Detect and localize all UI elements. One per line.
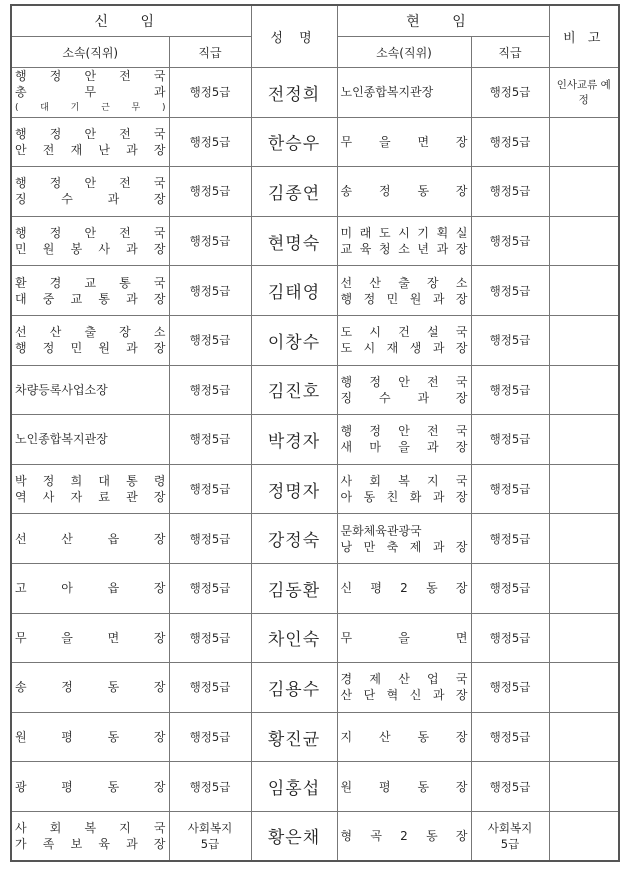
new-affiliation-cell-line: 선 산 읍 장 xyxy=(15,531,166,546)
note-cell xyxy=(549,117,619,167)
header-name: 성 명 xyxy=(251,5,337,68)
new-affiliation-cell-line: 가 족 보 육 과 장 xyxy=(15,836,166,851)
table-row xyxy=(11,315,619,365)
current-affiliation-cell xyxy=(337,68,471,118)
table-row xyxy=(11,663,619,713)
new-rank-cell: 행정5급 xyxy=(169,464,251,514)
new-affiliation-cell-line: 행 정 안 전 국 xyxy=(15,126,166,141)
name-cell: 현명숙 xyxy=(251,216,337,266)
current-affiliation-cell-line: 경 제 산 업 국 xyxy=(340,672,468,687)
new-affiliation-cell-line: 행 정 안 전 국 xyxy=(15,69,166,84)
name-cell: 전정희 xyxy=(251,68,337,118)
header-current-post: 현 임 xyxy=(337,5,549,37)
current-rank-cell: 행정5급 xyxy=(471,712,549,762)
current-affiliation-cell xyxy=(337,266,471,316)
current-affiliation-cell xyxy=(337,315,471,365)
new-affiliation-cell-line: 대 중 교 통 과 장 xyxy=(15,291,166,306)
new-rank-cell-line: 사회복지 xyxy=(187,820,233,835)
new-affiliation-cell xyxy=(11,117,169,167)
current-affiliation-cell-line: 교 육 청 소 년 과 장 xyxy=(340,242,468,257)
name-cell: 강정숙 xyxy=(251,514,337,564)
new-rank-cell: 행정5급 xyxy=(169,216,251,266)
new-affiliation-cell xyxy=(11,712,169,762)
current-affiliation-cell-line: 행 정 민 원 과 장 xyxy=(340,291,468,306)
current-rank-cell: 행정5급 xyxy=(471,514,549,564)
current-rank-cell: 행정5급 xyxy=(471,613,549,663)
new-affiliation-cell-line: ( 대 기 근 무 ) xyxy=(15,103,166,114)
new-affiliation-cell xyxy=(11,315,169,365)
name-cell: 김종연 xyxy=(251,167,337,217)
header-current-rank: 직급 xyxy=(471,37,549,68)
current-rank-cell: 행정5급 xyxy=(471,167,549,217)
note-cell xyxy=(549,415,619,465)
current-affiliation-cell-line: 행 정 안 전 국 xyxy=(340,424,468,439)
current-affiliation-cell xyxy=(337,365,471,415)
new-affiliation-cell xyxy=(11,563,169,613)
current-affiliation-cell xyxy=(337,762,471,812)
note-cell xyxy=(549,167,619,217)
current-affiliation-cell xyxy=(337,117,471,167)
new-rank-cell-line: 5급 xyxy=(200,836,220,851)
new-affiliation-cell-line: 광 평 동 장 xyxy=(15,779,166,794)
current-rank-cell: 행정5급 xyxy=(471,415,549,465)
current-affiliation-cell xyxy=(337,811,471,861)
current-affiliation-cell-line: 신 평 2 동 장 xyxy=(340,581,468,596)
table-row xyxy=(11,365,619,415)
header-note: 비 고 xyxy=(549,5,619,68)
current-affiliation-cell-line: 무 을 면 xyxy=(340,630,468,645)
current-affiliation-cell-line: 선 산 출 장 소 xyxy=(340,275,468,290)
table-row xyxy=(11,762,619,812)
table-row xyxy=(11,514,619,564)
current-affiliation-cell xyxy=(337,712,471,762)
table-row xyxy=(11,68,619,118)
new-rank-cell: 행정5급 xyxy=(169,365,251,415)
new-affiliation-cell xyxy=(11,464,169,514)
header-new-post: 신 임 xyxy=(11,5,251,37)
name-cell: 차인숙 xyxy=(251,613,337,663)
header-new-affiliation: 소속(직위) xyxy=(11,37,169,68)
new-affiliation-cell xyxy=(11,613,169,663)
note-cell xyxy=(549,762,619,812)
current-affiliation-cell-line: 원 평 동 장 xyxy=(340,779,468,794)
current-affiliation-cell xyxy=(337,216,471,266)
current-affiliation-cell xyxy=(337,167,471,217)
new-affiliation-cell-line: 징 수 과 장 xyxy=(15,192,166,207)
name-cell: 이창수 xyxy=(251,315,337,365)
current-rank-cell-line: 사회복지 xyxy=(487,820,533,835)
current-affiliation-cell xyxy=(337,663,471,713)
personnel-table xyxy=(10,4,620,862)
table-row xyxy=(11,613,619,663)
new-affiliation-cell-line: 차량등록사업소장 xyxy=(15,382,108,397)
current-affiliation-cell-line: 미 래 도 시 기 획 실 xyxy=(340,226,468,241)
new-affiliation-cell xyxy=(11,762,169,812)
new-affiliation-cell xyxy=(11,811,169,861)
current-affiliation-cell xyxy=(337,464,471,514)
current-rank-cell: 행정5급 xyxy=(471,365,549,415)
note-cell xyxy=(549,365,619,415)
current-affiliation-cell-line: 도 시 재 생 과 장 xyxy=(340,341,468,356)
name-cell: 정명자 xyxy=(251,464,337,514)
current-affiliation-cell xyxy=(337,514,471,564)
new-rank-cell: 행정5급 xyxy=(169,563,251,613)
new-affiliation-cell xyxy=(11,365,169,415)
header-new-rank: 직급 xyxy=(169,37,251,68)
current-affiliation-cell-line: 지 산 동 장 xyxy=(340,730,468,745)
new-affiliation-cell-line: 원 평 동 장 xyxy=(15,730,166,745)
table-row xyxy=(11,216,619,266)
new-affiliation-cell-line: 민 원 봉 사 과 장 xyxy=(15,242,166,257)
current-affiliation-cell xyxy=(337,563,471,613)
current-affiliation-cell-line: 징 수 과 장 xyxy=(340,390,468,405)
new-rank-cell: 행정5급 xyxy=(169,762,251,812)
table-row xyxy=(11,415,619,465)
current-affiliation-cell-line: 아 동 친 화 과 장 xyxy=(340,490,468,505)
current-rank-cell: 행정5급 xyxy=(471,663,549,713)
new-rank-cell: 행정5급 xyxy=(169,663,251,713)
note-cell xyxy=(549,266,619,316)
name-cell: 김동환 xyxy=(251,563,337,613)
new-affiliation-cell-line: 역 사 자 료 관 장 xyxy=(15,490,166,505)
note-cell xyxy=(549,464,619,514)
new-affiliation-cell-line: 박 정 희 대 통 령 xyxy=(15,474,166,489)
name-cell: 김진호 xyxy=(251,365,337,415)
current-affiliation-cell-line: 산 단 혁 신 과 장 xyxy=(340,688,468,703)
new-affiliation-cell-line: 행 정 안 전 국 xyxy=(15,226,166,241)
new-affiliation-cell-line: 송 정 동 장 xyxy=(15,680,166,695)
table-body xyxy=(11,68,619,862)
new-affiliation-cell-line: 안 전 재 난 과 장 xyxy=(15,142,166,157)
note-cell xyxy=(549,663,619,713)
current-rank-cell: 행정5급 xyxy=(471,315,549,365)
name-cell: 김태영 xyxy=(251,266,337,316)
current-affiliation-cell-line: 형 곡 2 동 장 xyxy=(340,828,468,843)
new-affiliation-cell-line: 행 정 안 전 국 xyxy=(15,176,166,191)
table-row xyxy=(11,167,619,217)
current-rank-cell: 행정5급 xyxy=(471,563,549,613)
new-affiliation-cell-line: 선 산 출 장 소 xyxy=(15,325,166,340)
current-affiliation-cell xyxy=(337,415,471,465)
name-cell: 임홍섭 xyxy=(251,762,337,812)
new-rank-cell: 행정5급 xyxy=(169,68,251,118)
current-affiliation-cell-line: 송 정 동 장 xyxy=(340,184,468,199)
current-rank-cell: 행정5급 xyxy=(471,117,549,167)
new-affiliation-cell-line: 총 무 과 xyxy=(15,85,166,100)
current-rank-cell: 행정5급 xyxy=(471,762,549,812)
note-cell xyxy=(549,811,619,861)
name-cell: 황은채 xyxy=(251,811,337,861)
current-affiliation-cell-line: 문화체육관광국 xyxy=(340,523,422,538)
new-rank-cell: 행정5급 xyxy=(169,613,251,663)
new-rank-cell: 행정5급 xyxy=(169,167,251,217)
table-row xyxy=(11,563,619,613)
current-affiliation-cell-line: 도 시 건 설 국 xyxy=(340,325,468,340)
new-affiliation-cell-line: 고 아 읍 장 xyxy=(15,581,166,596)
name-cell: 김용수 xyxy=(251,663,337,713)
name-cell: 황진균 xyxy=(251,712,337,762)
current-affiliation-cell-line: 무 을 면 장 xyxy=(340,134,468,149)
note-cell xyxy=(549,613,619,663)
note-cell xyxy=(549,563,619,613)
table-row xyxy=(11,464,619,514)
table-row xyxy=(11,712,619,762)
current-affiliation-cell-line: 노인종합복지관장 xyxy=(340,85,434,100)
new-affiliation-cell-line: 노인종합복지관장 xyxy=(15,432,108,447)
new-affiliation-cell xyxy=(11,415,169,465)
current-rank-cell: 행정5급 xyxy=(471,464,549,514)
current-rank-cell: 행정5급 xyxy=(471,68,549,118)
new-affiliation-cell-line: 사 회 복 지 국 xyxy=(15,820,166,835)
new-rank-cell xyxy=(169,811,251,861)
new-affiliation-cell xyxy=(11,663,169,713)
note-cell xyxy=(549,315,619,365)
current-rank-cell: 행정5급 xyxy=(471,216,549,266)
name-cell: 박경자 xyxy=(251,415,337,465)
header-current-affiliation: 소속(직위) xyxy=(337,37,471,68)
new-affiliation-cell-line: 행 정 민 원 과 장 xyxy=(15,341,166,356)
table-row xyxy=(11,811,619,861)
current-rank-cell xyxy=(471,811,549,861)
new-affiliation-cell xyxy=(11,216,169,266)
new-affiliation-cell xyxy=(11,68,169,118)
new-rank-cell: 행정5급 xyxy=(169,514,251,564)
table-row xyxy=(11,266,619,316)
current-affiliation-cell-line: 새 마 을 과 장 xyxy=(340,440,468,455)
current-affiliation-cell xyxy=(337,613,471,663)
new-affiliation-cell-line: 무 을 면 장 xyxy=(15,630,166,645)
new-affiliation-cell xyxy=(11,167,169,217)
new-rank-cell: 행정5급 xyxy=(169,315,251,365)
new-affiliation-cell-line: 환 경 교 통 국 xyxy=(15,275,166,290)
note-cell xyxy=(549,216,619,266)
new-rank-cell: 행정5급 xyxy=(169,415,251,465)
new-rank-cell: 행정5급 xyxy=(169,266,251,316)
current-rank-cell-line: 5급 xyxy=(500,836,520,851)
new-rank-cell: 행정5급 xyxy=(169,712,251,762)
table-row xyxy=(11,117,619,167)
new-rank-cell: 행정5급 xyxy=(169,117,251,167)
current-affiliation-cell-line: 사 회 복 지 국 xyxy=(340,474,468,489)
current-affiliation-cell-line: 행 정 안 전 국 xyxy=(340,374,468,389)
new-affiliation-cell xyxy=(11,514,169,564)
note-cell: 인사교류 예정 xyxy=(549,68,619,118)
current-rank-cell: 행정5급 xyxy=(471,266,549,316)
name-cell: 한승우 xyxy=(251,117,337,167)
note-cell xyxy=(549,514,619,564)
note-cell xyxy=(549,712,619,762)
current-affiliation-cell-line: 낭 만 축 제 과 장 xyxy=(340,539,468,554)
new-affiliation-cell xyxy=(11,266,169,316)
